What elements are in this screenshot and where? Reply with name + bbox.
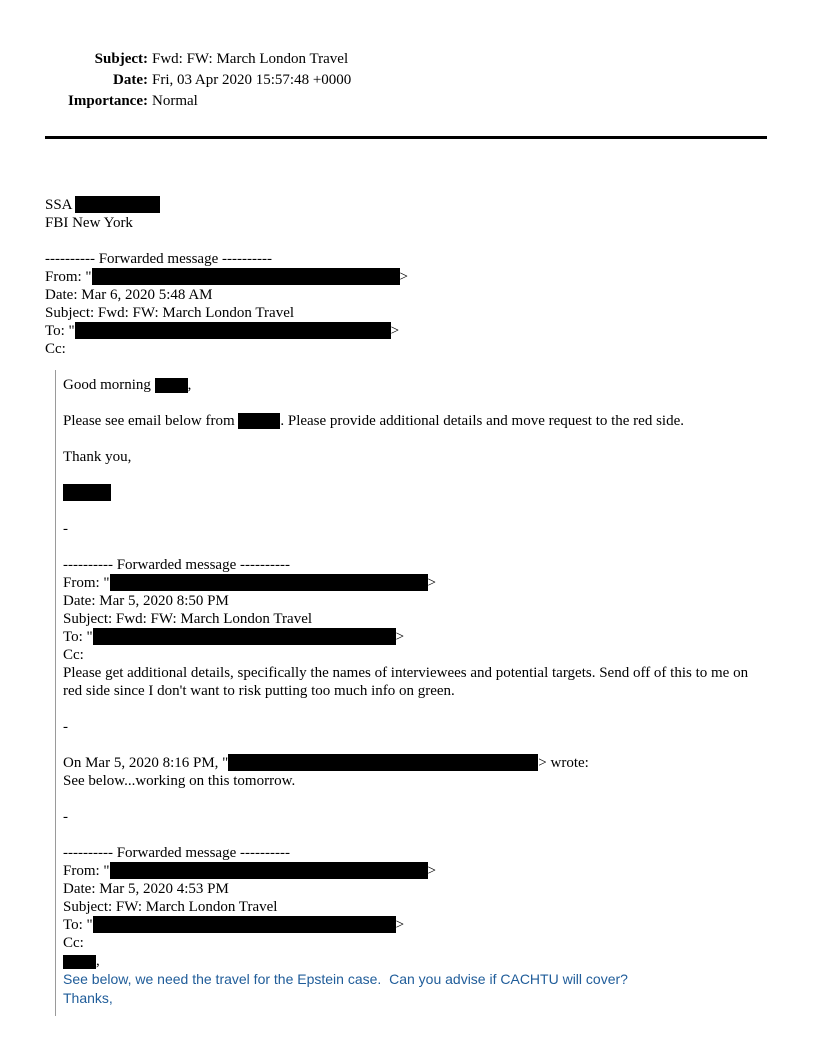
to-suffix: > bbox=[390, 323, 400, 339]
to-line bbox=[63, 628, 770, 646]
email-header bbox=[45, 49, 351, 112]
fwd2-body-paragraph: Please get additional details, specifically the names of interviewees and potential targets. Send off of this to me on red side since I don't want to risk putting too much info on green. bbox=[63, 665, 749, 699]
to-prefix: To: " bbox=[63, 629, 93, 645]
blue-request-line: See below, we need the travel for the Epstein case. Can you advise if CACHTU will cover? bbox=[63, 971, 628, 987]
header-row-subject bbox=[45, 49, 351, 70]
signature-line bbox=[63, 484, 770, 502]
to-line bbox=[45, 322, 770, 340]
dash-line: - bbox=[63, 719, 68, 735]
subject-line: Subject: Fwd: FW: March London Travel bbox=[63, 611, 313, 627]
subject-value: Fwd: FW: March London Travel bbox=[152, 51, 349, 67]
redaction-bar bbox=[110, 862, 428, 879]
blank-line bbox=[63, 394, 770, 412]
header-divider-rule bbox=[45, 136, 767, 139]
from-line bbox=[63, 862, 770, 880]
greeting-line bbox=[63, 376, 770, 394]
forwarded-divider: ---------- Forwarded message ---------- bbox=[63, 557, 290, 573]
from-line bbox=[63, 574, 770, 592]
cc-line: Cc: bbox=[45, 341, 66, 357]
forwarded-divider: ---------- Forwarded message ---------- bbox=[63, 845, 290, 861]
from-suffix: > bbox=[427, 863, 437, 879]
forwarded-header-1 bbox=[45, 250, 770, 358]
redaction-bar bbox=[155, 378, 188, 393]
to-suffix: > bbox=[395, 629, 405, 645]
from-prefix: From: " bbox=[63, 575, 110, 591]
on-wrote-post: > wrote: bbox=[538, 755, 589, 771]
redaction-bar bbox=[75, 196, 160, 213]
importance-label: Importance: bbox=[68, 93, 148, 109]
salutation-post: , bbox=[96, 953, 100, 969]
reply-body-line: See below...working on this tomorrow. bbox=[63, 773, 296, 789]
redaction-bar bbox=[110, 574, 428, 591]
redaction-bar bbox=[75, 322, 391, 339]
blank-line bbox=[63, 700, 770, 718]
subject-line: Subject: FW: March London Travel bbox=[63, 899, 278, 915]
salutation-line bbox=[63, 952, 770, 970]
blank-line bbox=[63, 466, 770, 484]
redaction-bar bbox=[63, 955, 96, 969]
cc-line: Cc: bbox=[63, 647, 84, 663]
request-line bbox=[63, 412, 770, 430]
redaction-bar bbox=[92, 268, 400, 285]
redaction-bar bbox=[238, 413, 280, 429]
from-line bbox=[45, 268, 770, 286]
quoted-email-block bbox=[55, 370, 770, 1016]
from-prefix: From: " bbox=[45, 269, 92, 285]
redaction-bar bbox=[63, 484, 111, 501]
blank-line bbox=[63, 736, 770, 754]
to-line bbox=[63, 916, 770, 934]
blank-line bbox=[63, 538, 770, 556]
request-pre: Please see email below from bbox=[63, 413, 239, 429]
sender-prefix: SSA bbox=[45, 197, 76, 213]
redaction-bar bbox=[93, 628, 396, 645]
header-row-date bbox=[45, 70, 351, 91]
on-wrote-line bbox=[63, 754, 770, 772]
from-suffix: > bbox=[399, 269, 409, 285]
dash-line: - bbox=[63, 521, 68, 537]
date-line: Date: Mar 5, 2020 4:53 PM bbox=[63, 881, 229, 897]
cc-line: Cc: bbox=[63, 935, 84, 951]
greeting-post: , bbox=[187, 377, 192, 393]
date-value: Fri, 03 Apr 2020 15:57:48 +0000 bbox=[152, 72, 352, 88]
from-prefix: From: " bbox=[63, 863, 110, 879]
thank-you-line: Thank you, bbox=[63, 449, 132, 465]
blank-line bbox=[63, 826, 770, 844]
to-suffix: > bbox=[395, 917, 405, 933]
importance-value: Normal bbox=[152, 93, 198, 109]
sender-line bbox=[45, 196, 770, 214]
request-post: . Please provide additional details and move request to the red side. bbox=[280, 413, 684, 429]
blank-line bbox=[63, 430, 770, 448]
redaction-bar bbox=[93, 916, 396, 933]
blank-line bbox=[63, 790, 770, 808]
blank-line bbox=[63, 502, 770, 520]
sender-org-line: FBI New York bbox=[45, 215, 133, 231]
on-wrote-pre: On Mar 5, 2020 8:16 PM, " bbox=[63, 755, 229, 771]
subject-label: Subject: bbox=[94, 51, 148, 67]
forwarded-divider: ---------- Forwarded message ---------- bbox=[45, 251, 272, 267]
header-row-importance bbox=[45, 91, 351, 112]
dash-line: - bbox=[63, 809, 68, 825]
subject-line: Subject: Fwd: FW: March London Travel bbox=[45, 305, 295, 321]
greeting-pre: Good morning bbox=[63, 377, 155, 393]
to-prefix: To: " bbox=[45, 323, 75, 339]
sender-block bbox=[45, 196, 770, 232]
date-line: Date: Mar 6, 2020 5:48 AM bbox=[45, 287, 213, 303]
date-label: Date: bbox=[113, 72, 148, 88]
to-prefix: To: " bbox=[63, 917, 93, 933]
redaction-bar bbox=[228, 754, 538, 771]
blue-thanks-line: Thanks, bbox=[63, 990, 113, 1006]
from-suffix: > bbox=[427, 575, 437, 591]
date-line: Date: Mar 5, 2020 8:50 PM bbox=[63, 593, 229, 609]
